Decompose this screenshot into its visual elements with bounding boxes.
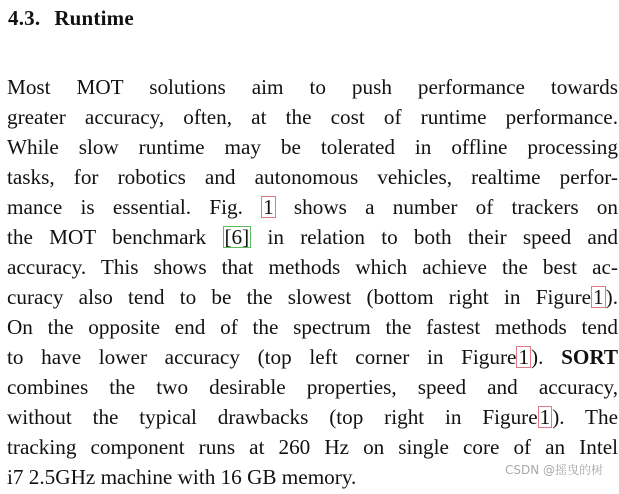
figure-ref-link[interactable]: 1: [263, 195, 274, 219]
text-line: i7 2.5GHz machine with 16 GB memory.: [7, 465, 357, 489]
text-fragment: ).: [605, 285, 618, 309]
body-paragraph: [7, 72, 618, 492]
text-fragment: shows a number of trackers on: [293, 195, 618, 219]
section-heading: [8, 6, 134, 31]
text-fragment: ).: [531, 345, 544, 369]
text-fragment: the MOT benchmark: [7, 225, 207, 249]
text-line: combines the two desirable properties, speed and accuracy,: [7, 375, 618, 399]
figure-ref-link[interactable]: 1: [593, 285, 604, 309]
figure-ref-link[interactable]: 1: [518, 345, 530, 369]
figure-ref-link[interactable]: 1: [539, 405, 551, 429]
text-line: On the opposite end of the spectrum the fastest methods tend: [7, 315, 618, 339]
text-line: [7, 402, 618, 432]
section-title: Runtime: [54, 6, 134, 30]
text-fragment: mance is essential. Fig.: [7, 195, 243, 219]
text-line: While slow runtime may be tolerated in offline processing: [7, 135, 618, 159]
text-line: Most MOT solutions aim to push performance towards: [7, 75, 618, 99]
text-line: tracking component runs at 260 Hz on single core of an Intel: [7, 435, 618, 459]
text-line: greater accuracy, often, at the cost of runtime performance.: [7, 105, 618, 129]
section-number: 4.3.: [8, 6, 41, 30]
text-line: [7, 222, 618, 252]
text-fragment: to have lower accuracy (top left corner in Figure: [7, 345, 517, 369]
text-line: [7, 282, 618, 312]
text-line: tasks, for robotics and autonomous vehicles, realtime perfor-: [7, 165, 618, 189]
text-fragment: curacy also tend to be the slowest (bottom right in Figure: [7, 285, 592, 309]
watermark: CSDN @摇曳的树: [504, 463, 603, 477]
citation-link[interactable]: [6]: [224, 225, 250, 249]
text-fragment: in relation to both their speed and: [267, 225, 619, 249]
text-line: [7, 342, 618, 372]
text-line: [7, 192, 618, 222]
method-name: SORT: [561, 345, 619, 369]
text-fragment: ). The: [552, 405, 618, 429]
text-line: accuracy. This shows that methods which achieve the best ac-: [7, 255, 618, 279]
text-fragment: without the typical drawbacks (top right in Figure: [7, 405, 538, 429]
